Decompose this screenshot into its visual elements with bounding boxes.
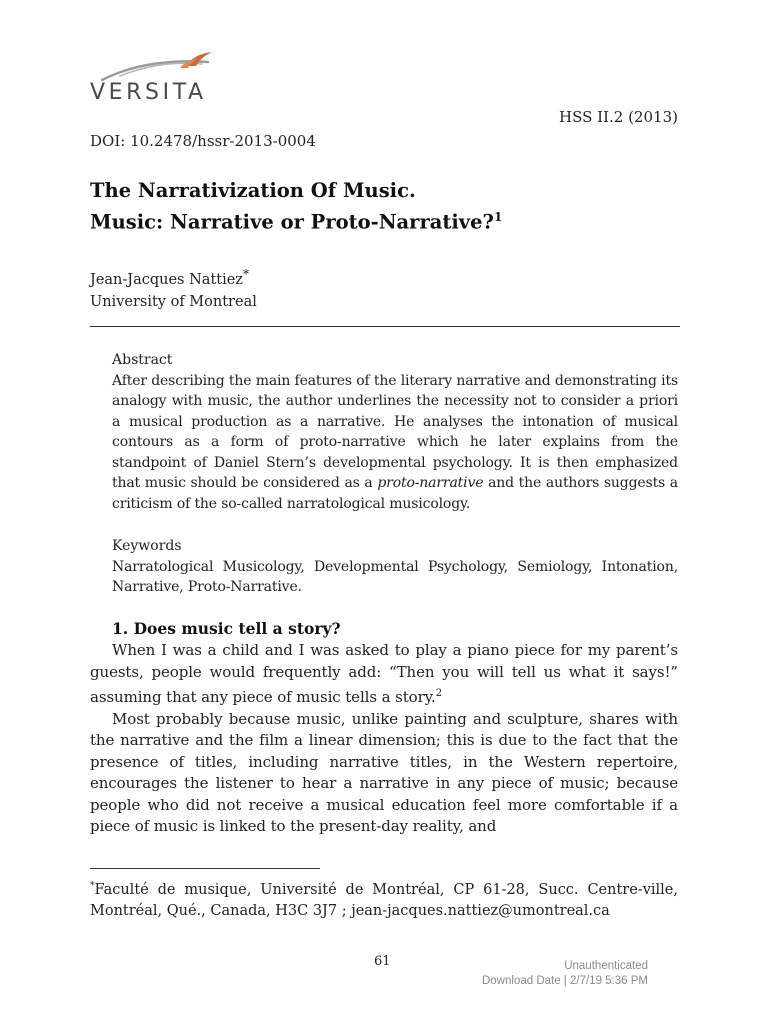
abstract-italic-term: proto-narrative — [377, 475, 484, 491]
footnote-divider — [90, 868, 320, 869]
title-line-1: The Narrativization Of Music. — [90, 179, 416, 202]
keywords — [112, 536, 678, 598]
section-heading: 1. Does music tell a story? — [112, 619, 341, 638]
journal-reference: HSS II.2 (2013) — [559, 108, 678, 126]
footnote-text: Faculté de musique, Université de Montréal, CP 61-28, Succ. Centre-ville, Montréal, Qué., Canada, H3C 3J7 ; jean-jacques.nattiez@umontreal.ca — [90, 881, 678, 920]
footnote-text-block — [90, 876, 678, 923]
article-title — [90, 177, 502, 236]
paragraph-2: Most probably because music, unlike painting and sculpture, shares with the narrative and the film a linear dimension; this is due to the fact that the presence of titles, including narrative titles, in the Western repertoire, encourages the listener to hear a narrative in any piece of music; because people who did not receive a musical education feel more comfortable if a piece of music is linked to the present-day reality, and — [90, 709, 678, 835]
divider — [90, 326, 680, 327]
abstract-heading: Abstract — [112, 352, 173, 368]
doi: DOI: 10.2478/hssr-2013-0004 — [90, 132, 316, 150]
keywords-text: Narratological Musicology, Developmental Psychology, Semiology, Intonation, Narrative, Proto-Narrative. — [112, 558, 678, 595]
keywords-heading: Keywords — [112, 538, 182, 554]
author-footnote-mark[interactable]: * — [242, 267, 249, 281]
abstract-text — [112, 371, 678, 515]
author-name: Jean-Jacques Nattiez — [90, 271, 243, 288]
stamp-line-2: Download Date | 2/7/19 5:36 PM — [481, 975, 648, 987]
body-text — [90, 640, 678, 838]
page-number: 61 — [374, 954, 391, 969]
abstract-text-part-2: and the authors suggests a criticism of the so-called narratological musicology. — [112, 475, 678, 512]
download-stamp — [482, 959, 648, 989]
title-line-2-text: Music: Narrative or Proto-Narrative? — [90, 210, 494, 234]
bird-logo-icon — [90, 50, 220, 84]
abstract — [112, 350, 678, 514]
footnote-marker: * — [90, 881, 95, 891]
publisher-logo — [90, 50, 220, 105]
footnote-mark-2[interactable]: 2 — [435, 688, 442, 699]
author-name-line — [90, 263, 257, 291]
stamp-line-1: Unauthenticated — [564, 960, 648, 972]
footnote-mark-1[interactable]: 1 — [493, 210, 503, 224]
paragraph-1 — [90, 640, 678, 709]
abstract-text-part-1: After describing the main features of the literary narrative and demonstrating its analogy with music, the author underlines the necessity not to consider a priori a musical production as a narrative. He analyses the intonation of musical contours as a form of proto-narrative which he later explains from the standpoint of Daniel Stern’s developmental psychology. It is then emphasized that music should be considered as a — [112, 372, 678, 491]
footnote — [90, 876, 678, 923]
author-block — [90, 263, 257, 313]
paragraph-1-text: When I was a child and I was asked to play a piano piece for my parent’s guests, people would frequently add: “Then you will tell us what it says!” assuming that any piece of music tells a story. — [90, 641, 678, 706]
author-affiliation: University of Montreal — [90, 293, 257, 310]
title-line-2 — [90, 204, 502, 236]
publisher-name: VERSITA — [90, 80, 207, 105]
